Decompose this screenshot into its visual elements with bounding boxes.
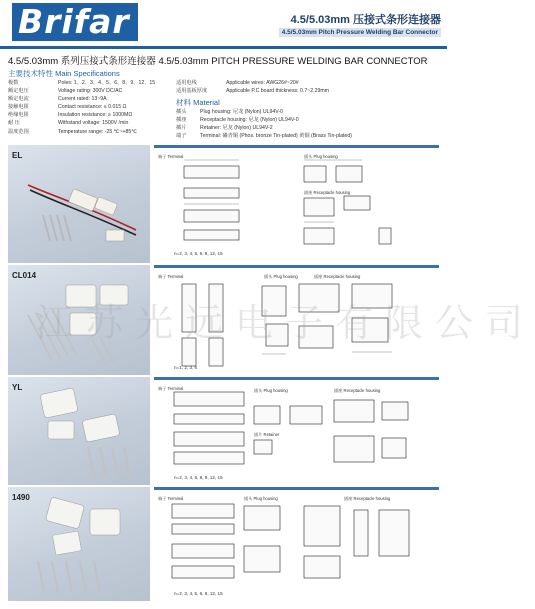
technical-drawing-el [154, 145, 439, 266]
product-photo-el [8, 145, 150, 263]
specs-left [8, 79, 155, 136]
part-label: 插头 Plug housing [304, 154, 338, 159]
material-row: 插座 Receptacle housing: 尼龙 (Nylon) UL94V-0 [176, 117, 299, 124]
part-label: 插座 Receptacle housing [334, 388, 381, 393]
spec-row: 适用电线 Applicable wires: AWG26#~20# [176, 80, 299, 86]
spec-row: 极数 Poles: 1、2、3、4、5、6、8、9、12、15 [8, 80, 156, 86]
pole-sizes: n=2, 3, 4, 6, 8, 9, 12, 15 [174, 475, 223, 480]
pole-sizes: n=2, 3, 4, 5, 6, 9, 12, 15 [174, 591, 223, 596]
part-label: 插座 Receptacle housing [304, 190, 351, 195]
part-label: 插座 Receptacle housing [344, 496, 391, 501]
technical-drawing-yl [154, 377, 439, 488]
part-label: 端子 Terminal [158, 154, 184, 159]
series-label: CL014 [12, 271, 37, 280]
header-title: 4.5/5.03mm 压接式条形连接器 [290, 14, 441, 26]
header-subtitle: 4.5/5.03mm Pitch Pressure Welding Bar Connector [279, 28, 441, 37]
material-heading: 材料 Material [176, 98, 220, 107]
part-label: 插片 Retainer [254, 432, 280, 437]
header-rule [0, 46, 447, 49]
part-label: 插头 Plug housing [254, 388, 288, 393]
part-label: 端子 Terminal [158, 496, 184, 501]
material-row: 端子 Terminal: 磷青铜 (Phos. bronze Tin-plated) 黄铜 (Brass Tin-plated) [176, 133, 352, 140]
spec-row: 额定电压 Voltage rating: 300V DC/AC [8, 88, 123, 95]
spec-row: 耐 压 Withstand voltage: 1500V /min [8, 120, 129, 127]
header-titles [279, 11, 441, 37]
specs-heading: 主要技术特性 Main Specifications [8, 69, 120, 78]
spec-row: 接触电阻 Contact resistance: ≤ 0.015 Ω [8, 104, 127, 111]
series-label: 1490 [12, 493, 30, 502]
brand-logo: Brifar [12, 3, 138, 41]
pole-sizes: n=1, 2, 3, 6 [174, 365, 198, 370]
series-label: EL [12, 151, 23, 160]
part-label: 插头 Plug housing [244, 496, 278, 501]
product-photo-yl [8, 377, 150, 485]
spec-row: 额定电流 Current rated: 13~9A [8, 96, 107, 103]
company-watermark: 江苏光远电子有限公司 [35, 301, 535, 345]
part-label: 端子 Terminal [158, 386, 184, 391]
technical-drawing-1490 [154, 487, 439, 604]
panel-yl [8, 377, 439, 485]
spec-row: 温度范围 Temperature range: -25 ℃~+85℃ [8, 128, 138, 135]
series-label: YL [12, 383, 23, 392]
product-photo-1490 [8, 487, 150, 601]
material-row: 插头 Plug housing: 尼龙 (Nylon) UL94V-0 [176, 109, 284, 115]
part-label: 插座 Receptacle housing [314, 274, 361, 279]
spec-row: 适用基板厚度 Applicable P.C board thickness: 0.7~2.29mm [176, 88, 329, 95]
pole-sizes: n=2, 3, 4, 5, 6, 9, 12, 15 [174, 251, 223, 256]
part-label: 端子 Terminal [158, 274, 184, 279]
specs-right [176, 79, 329, 95]
page-header [0, 0, 447, 46]
panel-1490 [8, 487, 439, 601]
panel-el [8, 145, 439, 263]
part-label: 插头 Plug housing [264, 274, 298, 279]
main-title: 4.5/5.03mm 系列压接式条形连接器 4.5/5.03mm PITCH PRESSURE WELDING BAR CONNECTOR [8, 56, 428, 67]
spec-row: 绝缘电阻 Insulation resistance: ≥ 1000MΩ [8, 112, 133, 119]
material-row: 插片 Retainer: 尼龙 (Nylon) UL94V-2 [176, 125, 273, 132]
materials-list [176, 108, 352, 140]
